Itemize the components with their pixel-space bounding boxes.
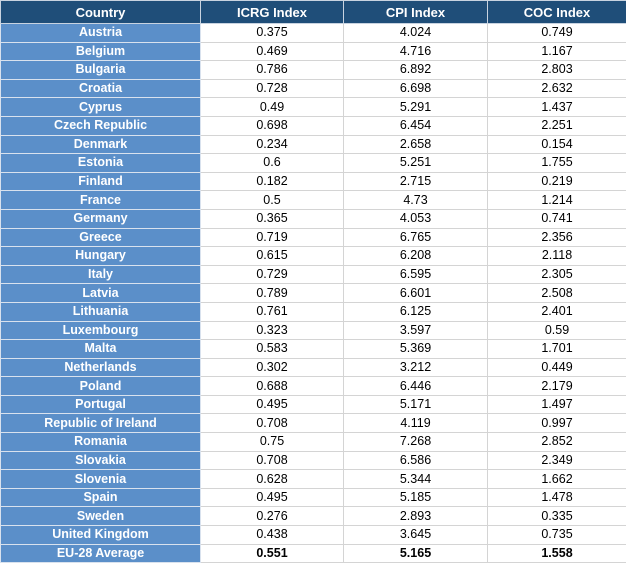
table-row [1, 507, 626, 526]
average-coc-index: 1.558 [488, 544, 626, 563]
average-row [1, 544, 626, 563]
country-cell: Cyprus [1, 98, 201, 117]
header-country: Country [1, 1, 201, 24]
coc-index-cell: 1.755 [488, 154, 626, 173]
icrg-index-cell: 0.302 [201, 358, 344, 377]
header-cpi-index: CPI Index [344, 1, 488, 24]
table-row [1, 247, 626, 266]
table-row [1, 228, 626, 247]
country-cell: Netherlands [1, 358, 201, 377]
cpi-index-cell: 6.601 [344, 284, 488, 303]
icrg-index-cell: 0.469 [201, 42, 344, 61]
icrg-index-cell: 0.786 [201, 61, 344, 80]
country-cell: Luxembourg [1, 321, 201, 340]
table-body [1, 24, 626, 563]
cpi-index-cell: 3.212 [344, 358, 488, 377]
country-cell: United Kingdom [1, 526, 201, 545]
icrg-index-cell: 0.615 [201, 247, 344, 266]
coc-index-cell: 2.305 [488, 265, 626, 284]
country-cell: Austria [1, 24, 201, 43]
cpi-index-cell: 6.446 [344, 377, 488, 396]
country-cell: Bulgaria [1, 61, 201, 80]
cpi-index-cell: 6.765 [344, 228, 488, 247]
coc-index-cell: 1.214 [488, 191, 626, 210]
cpi-index-cell: 3.645 [344, 526, 488, 545]
average-cpi-index: 5.165 [344, 544, 488, 563]
cpi-index-cell: 4.716 [344, 42, 488, 61]
country-cell: Portugal [1, 395, 201, 414]
icrg-index-cell: 0.761 [201, 302, 344, 321]
cpi-index-cell: 6.208 [344, 247, 488, 266]
table-row [1, 98, 626, 117]
table-row [1, 61, 626, 80]
icrg-index-cell: 0.365 [201, 209, 344, 228]
country-cell: Belgium [1, 42, 201, 61]
coc-index-cell: 1.497 [488, 395, 626, 414]
icrg-index-cell: 0.75 [201, 433, 344, 452]
coc-index-cell: 1.701 [488, 340, 626, 359]
table-row [1, 172, 626, 191]
icrg-index-cell: 0.688 [201, 377, 344, 396]
table-row [1, 340, 626, 359]
coc-index-cell: 1.662 [488, 470, 626, 489]
table-row [1, 265, 626, 284]
coc-index-cell: 0.449 [488, 358, 626, 377]
icrg-index-cell: 0.234 [201, 135, 344, 154]
icrg-index-cell: 0.49 [201, 98, 344, 117]
table-row [1, 526, 626, 545]
cpi-index-cell: 7.268 [344, 433, 488, 452]
table-row [1, 451, 626, 470]
table-row [1, 209, 626, 228]
cpi-index-cell: 6.595 [344, 265, 488, 284]
country-cell: Latvia [1, 284, 201, 303]
country-cell: Croatia [1, 79, 201, 98]
cpi-index-cell: 5.251 [344, 154, 488, 173]
cpi-index-cell: 5.171 [344, 395, 488, 414]
table-row [1, 377, 626, 396]
cpi-index-cell: 5.344 [344, 470, 488, 489]
coc-index-cell: 0.219 [488, 172, 626, 191]
icrg-index-cell: 0.789 [201, 284, 344, 303]
coc-index-cell: 1.478 [488, 488, 626, 507]
table-row [1, 79, 626, 98]
icrg-index-cell: 0.628 [201, 470, 344, 489]
country-cell: Slovakia [1, 451, 201, 470]
table-row [1, 135, 626, 154]
cpi-index-cell: 6.892 [344, 61, 488, 80]
coc-index-cell: 2.356 [488, 228, 626, 247]
cpi-index-cell: 4.73 [344, 191, 488, 210]
cpi-index-cell: 5.369 [344, 340, 488, 359]
table-row [1, 470, 626, 489]
table-row [1, 302, 626, 321]
coc-index-cell: 0.749 [488, 24, 626, 43]
coc-index-cell: 2.349 [488, 451, 626, 470]
header-icrg-index: ICRG Index [201, 1, 344, 24]
table-row [1, 488, 626, 507]
coc-index-cell: 0.154 [488, 135, 626, 154]
coc-index-cell: 2.803 [488, 61, 626, 80]
coc-index-cell: 2.179 [488, 377, 626, 396]
average-label: EU-28 Average [1, 544, 201, 563]
header-coc-index: COC Index [488, 1, 626, 24]
country-cell: Poland [1, 377, 201, 396]
coc-index-cell: 2.852 [488, 433, 626, 452]
table-row [1, 116, 626, 135]
coc-index-cell: 0.997 [488, 414, 626, 433]
country-cell: Greece [1, 228, 201, 247]
country-cell: Hungary [1, 247, 201, 266]
country-cell: Sweden [1, 507, 201, 526]
cpi-index-cell: 6.586 [344, 451, 488, 470]
cpi-index-cell: 5.291 [344, 98, 488, 117]
table-row [1, 24, 626, 43]
cpi-index-cell: 4.024 [344, 24, 488, 43]
cpi-index-cell: 6.454 [344, 116, 488, 135]
icrg-index-cell: 0.728 [201, 79, 344, 98]
table-row [1, 414, 626, 433]
icrg-index-cell: 0.698 [201, 116, 344, 135]
coc-index-cell: 0.735 [488, 526, 626, 545]
icrg-index-cell: 0.323 [201, 321, 344, 340]
icrg-index-cell: 0.719 [201, 228, 344, 247]
icrg-index-cell: 0.5 [201, 191, 344, 210]
cpi-index-cell: 4.053 [344, 209, 488, 228]
icrg-index-cell: 0.495 [201, 488, 344, 507]
table-row [1, 395, 626, 414]
table-row [1, 42, 626, 61]
coc-index-cell: 1.437 [488, 98, 626, 117]
cpi-index-cell: 3.597 [344, 321, 488, 340]
country-cell: Republic of Ireland [1, 414, 201, 433]
country-cell: Malta [1, 340, 201, 359]
coc-index-cell: 2.632 [488, 79, 626, 98]
country-cell: Denmark [1, 135, 201, 154]
country-cell: Spain [1, 488, 201, 507]
cpi-index-cell: 2.658 [344, 135, 488, 154]
icrg-index-cell: 0.438 [201, 526, 344, 545]
cpi-index-cell: 6.698 [344, 79, 488, 98]
table-row [1, 154, 626, 173]
coc-index-cell: 2.401 [488, 302, 626, 321]
icrg-index-cell: 0.708 [201, 451, 344, 470]
coc-index-cell: 0.741 [488, 209, 626, 228]
average-icrg-index: 0.551 [201, 544, 344, 563]
country-cell: France [1, 191, 201, 210]
icrg-index-cell: 0.495 [201, 395, 344, 414]
icrg-index-cell: 0.276 [201, 507, 344, 526]
icrg-index-cell: 0.6 [201, 154, 344, 173]
country-cell: Italy [1, 265, 201, 284]
icrg-index-cell: 0.729 [201, 265, 344, 284]
cpi-index-cell: 2.715 [344, 172, 488, 191]
coc-index-cell: 0.59 [488, 321, 626, 340]
country-cell: Finland [1, 172, 201, 191]
cpi-index-cell: 6.125 [344, 302, 488, 321]
coc-index-cell: 2.508 [488, 284, 626, 303]
country-cell: Romania [1, 433, 201, 452]
table-row [1, 321, 626, 340]
coc-index-cell: 2.118 [488, 247, 626, 266]
country-cell: Czech Republic [1, 116, 201, 135]
cpi-index-cell: 5.185 [344, 488, 488, 507]
table-row [1, 433, 626, 452]
country-cell: Estonia [1, 154, 201, 173]
cpi-index-cell: 4.119 [344, 414, 488, 433]
header-row [1, 1, 626, 24]
country-cell: Slovenia [1, 470, 201, 489]
country-cell: Lithuania [1, 302, 201, 321]
coc-index-cell: 2.251 [488, 116, 626, 135]
coc-index-cell: 1.167 [488, 42, 626, 61]
icrg-index-cell: 0.375 [201, 24, 344, 43]
table-row [1, 358, 626, 377]
country-cell: Germany [1, 209, 201, 228]
icrg-index-cell: 0.182 [201, 172, 344, 191]
icrg-index-cell: 0.708 [201, 414, 344, 433]
icrg-index-cell: 0.583 [201, 340, 344, 359]
coc-index-cell: 0.335 [488, 507, 626, 526]
table-row [1, 191, 626, 210]
cpi-index-cell: 2.893 [344, 507, 488, 526]
table-row [1, 284, 626, 303]
